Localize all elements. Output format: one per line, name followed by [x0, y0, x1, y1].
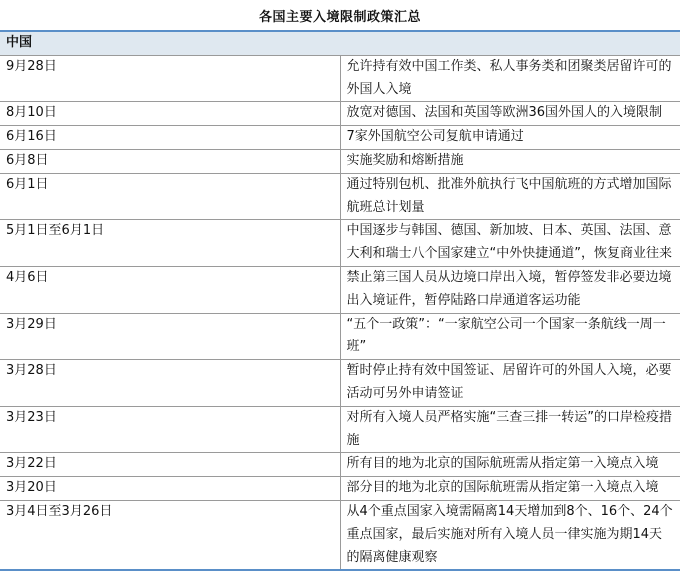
table-row	[0, 500, 680, 570]
date-cell: 6月8日	[0, 149, 340, 173]
date-cell: 3月29日	[0, 313, 340, 360]
policy-cell: 允许持有效中国工作类、私人事务类和团聚类居留许可的外国人入境	[340, 55, 680, 102]
date-cell: 3月4日至3月26日	[0, 500, 340, 570]
policy-cell: 从4个重点国家入境需隔离14天增加到8个、16个、24个重点国家，最后实施对所有入境人员一律实施为期14天的隔离健康观察	[340, 500, 680, 570]
policy-cell: 部分目的地为北京的国际航班需从指定第一入境点入境	[340, 477, 680, 501]
policy-cell: 通过特别包机、批准外航执行飞中国航班的方式增加国际航班总计划量	[340, 173, 680, 220]
date-cell: 3月28日	[0, 360, 340, 407]
section-header: 中国	[0, 32, 680, 55]
table-row	[0, 102, 680, 126]
table-row	[0, 126, 680, 150]
date-cell: 8月10日	[0, 102, 340, 126]
date-cell: 3月20日	[0, 477, 340, 501]
date-cell: 9月28日	[0, 55, 340, 102]
table-row	[0, 220, 680, 267]
policy-cell: 中国逐步与韩国、德国、新加坡、日本、英国、法国、意大利和瑞士八个国家建立“中外快捷通道”，恢复商业往来	[340, 220, 680, 267]
date-cell: 6月1日	[0, 173, 340, 220]
table-row	[0, 173, 680, 220]
date-cell: 4月6日	[0, 266, 340, 313]
table-row	[0, 360, 680, 407]
table-row	[0, 313, 680, 360]
policy-cell: 暂时停止持有效中国签证、居留许可的外国人入境，必要活动可另外申请签证	[340, 360, 680, 407]
table-row	[0, 406, 680, 453]
table-row	[0, 477, 680, 501]
policy-cell: 所有目的地为北京的国际航班需从指定第一入境点入境	[340, 453, 680, 477]
policy-cell: 放宽对德国、法国和英国等欧洲36国外国人的入境限制	[340, 102, 680, 126]
table-row	[0, 55, 680, 102]
table-title: 各国主要入境限制政策汇总	[258, 10, 421, 25]
date-cell: 3月23日	[0, 406, 340, 453]
table-row	[0, 266, 680, 313]
policy-table	[0, 32, 680, 571]
policy-cell: 对所有入境人员严格实施“三查三排一转运”的口岸检疫措施	[340, 406, 680, 453]
policy-cell: 禁止第三国人员从边境口岸出入境，暂停签发非必要边境出入境证件，暂停陆路口岸通道客运功能	[340, 266, 680, 313]
section-header-row	[0, 32, 680, 55]
date-cell: 6月16日	[0, 126, 340, 150]
policy-cell: 实施奖励和熔断措施	[340, 149, 680, 173]
policy-cell: 7家外国航空公司复航申请通过	[340, 126, 680, 150]
table-row	[0, 453, 680, 477]
policy-cell: “五个一政策”：“一家航空公司一个国家一条航线一周一班”	[340, 313, 680, 360]
date-cell: 3月22日	[0, 453, 340, 477]
table-row	[0, 149, 680, 173]
date-cell: 5月1日至6月1日	[0, 220, 340, 267]
